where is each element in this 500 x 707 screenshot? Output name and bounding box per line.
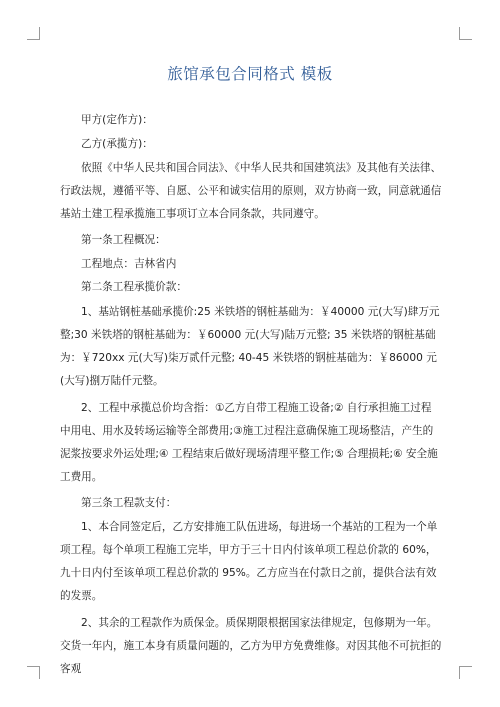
article-3-clause-1: 1、本合同签定后，乙方安排施工队伍进场，每进场一个基站的工程为一个单项工程。每个单项工程施工完毕，甲方于三十日内付该单项工程总价款的 60%，九十日内付至该单项工程总价款的 95%。乙方应当在付款日之前，提供合法有效的发票。	[60, 521, 438, 602]
preamble-paragraph: 依照《中华人民共和国合同法》、《中华人民共和国建筑法》及其他有关法律、行政法规，遵循平等、自愿、公平和诚实信用的原则，双方协商一致，同意就通信基站土建工程承揽施工事项订立本合同条款，共同遵守。	[60, 162, 442, 220]
crop-mark-top-right	[459, 27, 472, 40]
document-title: 旅馆承包合同格式 模板	[167, 65, 333, 83]
article-3-heading: 第三条工程款支付：	[81, 496, 177, 509]
crop-mark-bottom-left	[27, 666, 40, 679]
article-2-clause-2: 2、工程中承揽总价均含指：①乙方自带工程施工设备;② 自行承担施工过程中用电、用水及转场运输等全部费用;③施工过程注意确保施工现场整洁，产生的泥浆按要求外运处理;④ 工程结束后做好现场清理平整工作;⑤ 合理损耗;⑥ 安全施工费用。	[60, 401, 438, 483]
crop-mark-bottom-right	[459, 666, 472, 679]
project-location: 工程地点：吉林省内	[81, 257, 177, 270]
article-2-heading: 第二条工程承揽价款：	[81, 281, 187, 293]
article-2-clause-1: 1、基站钢桩基础承揽价:25 米铁塔的钢桩基础为：￥40000 元(大写)肆万元整;30 米铁塔的钢桩基础为：￥60000 元(大写)陆万元整; 35 米铁塔的钢桩基础为：￥720xx 元(大写)柒万贰仟元整; 40-45 米铁塔的钢桩基础为：￥86000 元(大写)捌万陆仟元整。	[60, 305, 440, 387]
article-1-heading: 第一条工程概况：	[81, 234, 166, 246]
crop-mark-top-left	[27, 27, 40, 40]
document-body	[60, 110, 442, 685]
party-b-line: 乙方(承揽方)：	[81, 137, 153, 150]
article-3-clause-2: 2、其余的工程款作为质保金。质保期限根据国家法律规定，包修期为一年。交货一年内，施工本身有质量问题的，乙方为甲方免费维修。对因其他不可抗拒的客观	[60, 617, 442, 675]
party-a-line: 甲方(定作方)：	[81, 114, 153, 126]
